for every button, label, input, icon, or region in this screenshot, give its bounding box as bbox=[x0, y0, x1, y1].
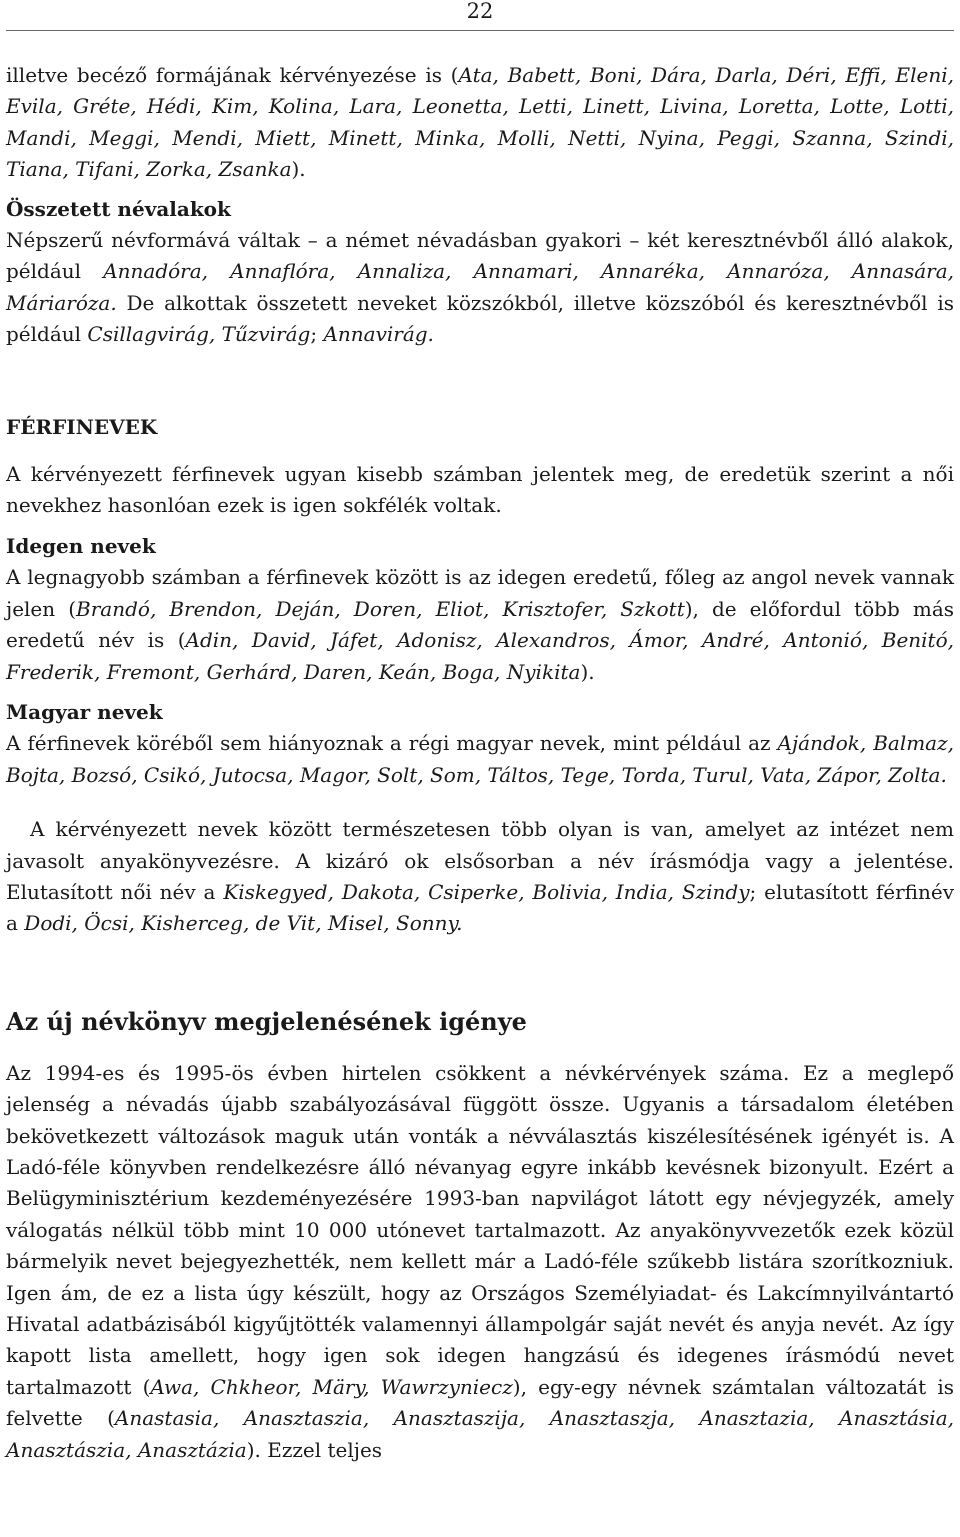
compound-names-2a: Csillagvirág, Tűzvirág bbox=[87, 322, 311, 347]
foreign-paragraph bbox=[6, 562, 954, 688]
foreign-heading: Idegen nevek bbox=[6, 533, 156, 558]
compound-text-2: De alkottak összetett neveket közszókból, illetve közszóból és keresztnévből is például bbox=[6, 290, 954, 347]
compound-separator: ; bbox=[310, 322, 324, 347]
section-names-1: Awa, Chkheor, Märy, Wawrzyniecz bbox=[150, 1374, 513, 1399]
male-paragraph: A kérvényezett férfinevek ugyan kisebb számban jelentek meg, de eredetük szerint a női nevekhez hasonlóan ezek is igen sokfélék voltak. bbox=[6, 462, 954, 518]
section-text-2: ), egy-egy névnek számtalan változatát is felvette ( bbox=[6, 1374, 954, 1431]
foreign-text-1: A legnagyobb számban a férfinevek között is az idegen eredetű, főleg az angol nevek vannak jelen ( bbox=[6, 565, 954, 621]
section-text-1: Az 1994-es és 1995-ös évben hirtelen csökkent a névkérvények száma. Ez a meglepő jelenség a névadás újabb szabályozásával függött össze. Ugyanis a társadalom életében bekövetkezett változások maguk után vonták a névválasztás kiszélesítésének igényét is. A Ladó-féle könyvben rendelkezésre álló névanyag egyre inkább kevésnek bizonyult. Ezért a Belügyminisztérium kezdeményezésére 1993-ban napvilágot látott egy névjegyzék, amely válogatás nélkül több mint 10 000 utónevet tartalmazott. Az anyakönyvvezetők ezek közül bármelyik nevet bejegyezhették, nem kellett már a Ladó-féle szűkebb listára szorítkozniuk. Igen ám, de ez a lista úgy készült, hogy az Országos Személyiadat- és Lakcímnyilvántartó Hivatal adatbázisából kigyűjtötték valamennyi állampolgár saját nevét és anyja nevét. Az így kapott lista amellett, hogy igen sok idegen hangzású és idegenes írásmódú nevet tartalmazott ( bbox=[6, 1060, 954, 1399]
rejected-paragraph bbox=[6, 814, 954, 940]
section-paragraph bbox=[6, 1058, 954, 1466]
section-heading: Az új névkönyv megjelenésének igénye bbox=[6, 1006, 527, 1036]
rejected-names-2: Dodi, Öcsi, Kisherceg, de Vit, Misel, Sonny. bbox=[24, 911, 463, 936]
hungarian-heading: Magyar nevek bbox=[6, 699, 163, 724]
hungarian-paragraph bbox=[6, 728, 954, 791]
foreign-names-1: Brandó, Brendon, Deján, Doren, Eliot, Krisztofer, Szkott bbox=[76, 596, 685, 621]
intro-names: Ata, Babett, Boni, Dára, Darla, Déri, Effi, Eleni, Evila, Gréte, Hédi, Kim, Kolina, Lara, Leonetta, Letti, Linett, Livina, Loretta, Lotte, Lotti, Mandi, Meggi, Mendi, Miett, Minett, Minka, Molli, Netti, Nyina, Peggi, Szanna, Szindi, Tiana, Tifani, Zorka, Zsanka bbox=[6, 63, 955, 182]
foreign-names-2: Adin, David, Jáfet, Adonisz, Alexandros, Ámor, André, Antonió, Benitó, Frederik, Fremont, Gerhárd, Daren, Keán, Boga, Nyikita bbox=[6, 628, 954, 684]
intro-text: illetve becéző formájának kérvényezése is ( bbox=[6, 63, 459, 87]
foreign-text-3: ). bbox=[580, 659, 595, 684]
hungarian-names: Ajándok, Balmaz, Bojta, Bozsó, Csikó, Jutocsa, Magor, Solt, Som, Táltos, Tege, Torda, Turul, Vata, Zápor, Zolta. bbox=[6, 731, 954, 787]
compound-names-2b: Annavirág. bbox=[323, 322, 434, 347]
page-body bbox=[6, 60, 954, 1466]
compound-paragraph bbox=[6, 225, 954, 351]
rejected-text-1: A kérvényezett nevek között természetesen több olyan is van, amelyet az intézet nem javasolt anyakönyvezésre. A kizáró ok elsősorban a név írásmódja vagy a jelentése. Elutasított női név a bbox=[6, 817, 954, 904]
compound-names: Annadóra, Annaflóra, Annaliza, Annamari, Annaréka, Annaróza, Annasára, Máriaróza. bbox=[6, 259, 954, 315]
compound-heading: Összetett névalakok bbox=[6, 196, 231, 221]
header-rule bbox=[6, 30, 954, 31]
foreign-text-2: ), de előfordul több más eredetű név is ( bbox=[6, 596, 955, 653]
compound-text: Népszerű névformává váltak – a német névadásban gyakori – két keresztnévből álló alakok, például bbox=[6, 228, 954, 284]
hungarian-text: A férfinevek köréből sem hiányoznak a régi magyar nevek, mint például az bbox=[6, 731, 778, 756]
page-number: 22 bbox=[466, 0, 494, 23]
intro-end: ). bbox=[291, 157, 306, 182]
rejected-names-1: Kiskegyed, Dakota, Csiperke, Bolivia, India, Szindy bbox=[223, 879, 750, 904]
male-heading: FÉRFINEVEK bbox=[6, 414, 158, 439]
section-names-2: Anastasia, Anasztaszia, Anasztaszija, Anasztaszja, Anasztazia, Anasztásia, Anasztászia, Anasztázia bbox=[6, 1406, 954, 1462]
intro-paragraph bbox=[6, 60, 954, 186]
section-text-3: ). Ezzel teljes bbox=[246, 1437, 383, 1462]
rejected-text-2: ; elutasított férfinév a bbox=[6, 879, 954, 936]
